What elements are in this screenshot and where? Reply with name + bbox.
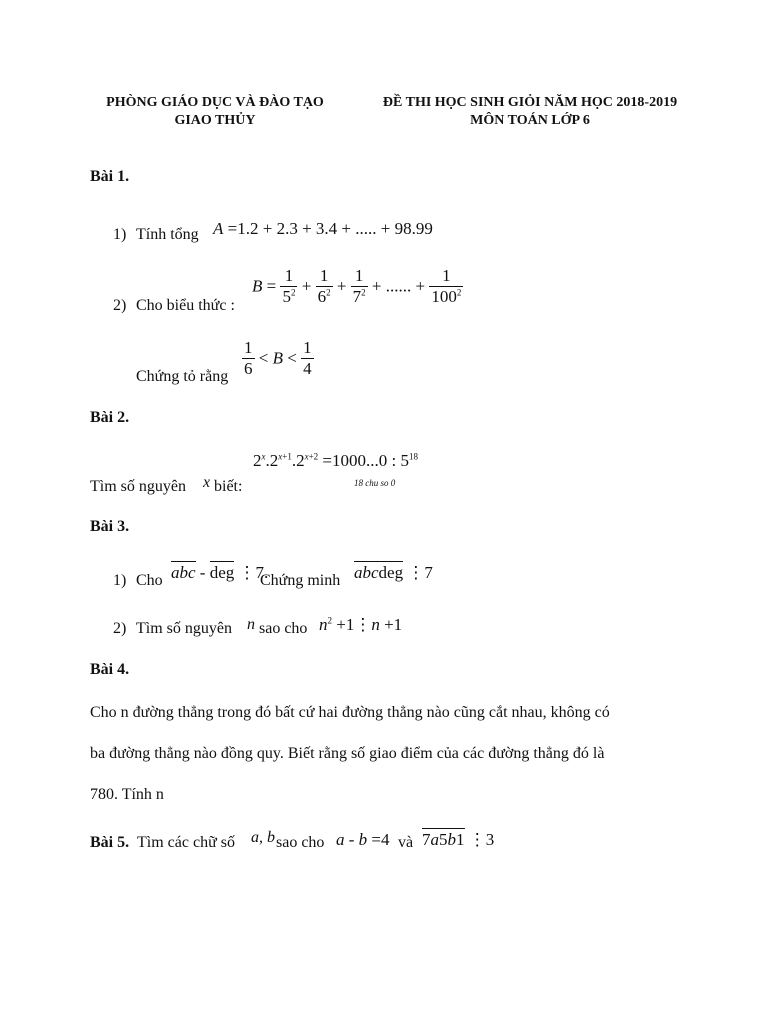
bai1-prove-text: Chứng tỏ rằng	[136, 368, 229, 385]
bai2-text-after: biết:	[214, 478, 243, 495]
bai3-q2-number: 2)	[113, 620, 127, 637]
bai1-q2-formula: B = $\frac{1}{5^2}$ + $\frac{1}{6^2}$ + $\frac{1}{7^2}$ + ...... + $\frac{1}{100^2}$	[252, 266, 462, 306]
bai2-under-label: 18 chu so 0	[354, 478, 396, 488]
bai3-q1-formula: abc - deg ⋮7.	[171, 563, 269, 582]
bai2-formula: $2^x.2^{x+1}.2^{x+2} =1000...0$ : $5^{18}$	[253, 451, 418, 470]
bai2-text-before: Tìm số nguyên	[90, 478, 186, 495]
bai4-line3: 780. Tính n	[90, 786, 164, 803]
bai3-q2-var: n	[247, 616, 255, 633]
bai3-q1-mid: Chứng minh	[260, 572, 341, 589]
bai4-line1: Cho n đường thẳng trong đó bất cứ hai đường thẳng nào cũng cắt nhau, không có	[90, 704, 610, 721]
bai3-q2-formula: $n^2$ +1⋮n +1	[319, 615, 403, 634]
bai1-q2-text: Cho biểu thức :	[136, 297, 235, 314]
bai1-title: Bài 1.	[90, 168, 130, 185]
bai3-q2-text: Tìm số nguyên	[136, 620, 232, 637]
bai1-q1-number: 1)	[113, 226, 127, 243]
exam-title: ĐỀ THI HỌC SINH GIỎI NĂM HỌC 2018-2019	[382, 95, 678, 110]
bai3-q2-mid: sao cho	[259, 620, 308, 637]
bai5-title: Bài 5.	[90, 834, 130, 851]
exam-subject: MÔN TOÁN LỚP 6	[470, 113, 590, 128]
bai2-title: Bài 2.	[90, 409, 130, 426]
exam-header	[360, 94, 700, 130]
bai4-line2: ba đường thẳng nào đồng quy. Biết rằng số giao điểm của các đường thẳng đó là	[90, 745, 605, 762]
school-header	[70, 94, 360, 130]
bai1-q1-formula: A =1.2 + 2.3 + 3.4 + ..... + 98.99	[213, 219, 433, 238]
bai3-q1-number: 1)	[113, 572, 127, 589]
bai1-q1-text: Tính tổng	[136, 226, 199, 243]
bai4-title: Bài 4.	[90, 661, 130, 678]
bai5-text2: sao cho	[276, 834, 325, 851]
bai5-text1: Tìm các chữ số	[137, 834, 235, 851]
bai3-title: Bài 3.	[90, 518, 130, 535]
school-name: PHÒNG GIÁO DỤC VÀ ĐÀO TẠO	[106, 95, 324, 110]
bai5-condition2: 7a5b1 ⋮3	[422, 830, 495, 849]
bai5-vars: a, b	[251, 829, 275, 846]
bai1-prove-formula: $\frac{1}{6}$ < B < $\frac{1}{4}$	[244, 338, 312, 378]
bai3-q1-formula2: abcdeg ⋮7	[354, 563, 433, 582]
bai1-q2-number: 2)	[113, 297, 127, 314]
bai5-condition: a - b =4	[336, 830, 390, 849]
bai3-q1-text: Cho	[136, 572, 163, 589]
district-name: GIAO THỦY	[174, 113, 256, 128]
bai5-text3: và	[398, 834, 414, 851]
bai2-var: x	[203, 474, 211, 491]
